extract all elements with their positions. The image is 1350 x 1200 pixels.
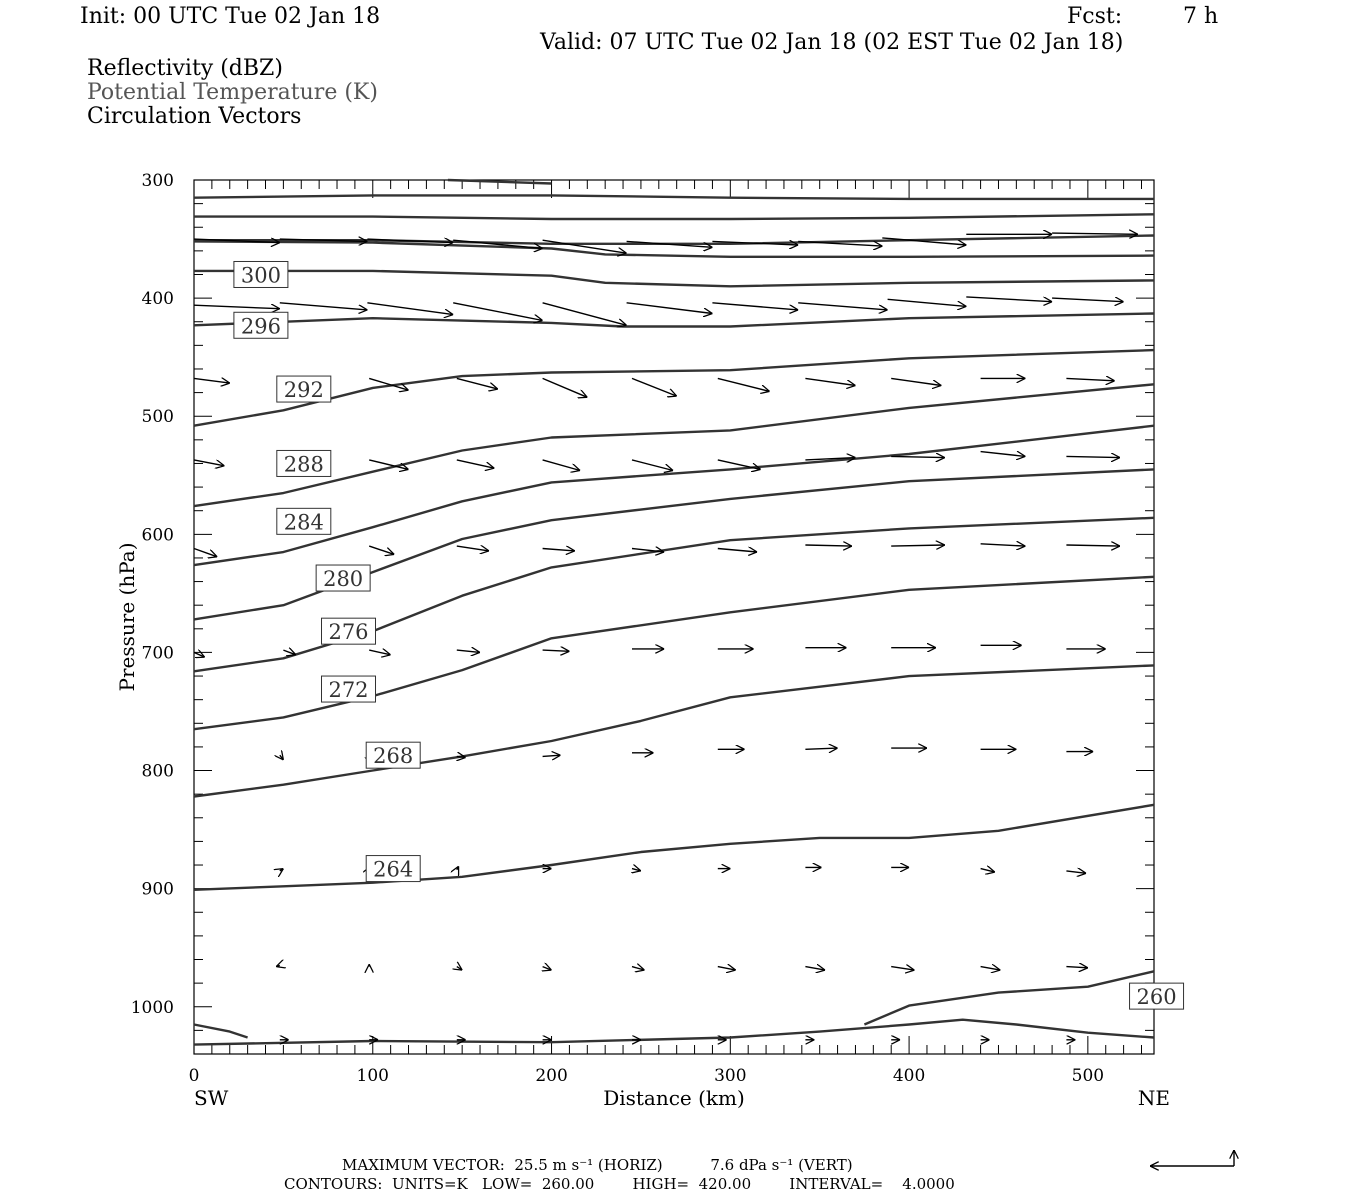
circulation-vector bbox=[543, 650, 570, 651]
theta-contours bbox=[194, 180, 1154, 1045]
valid-time: Valid: 07 UTC Tue 02 Jan 18 (02 EST Tue 02 Jan 18) bbox=[540, 30, 1124, 55]
circulation-vector bbox=[981, 452, 1026, 457]
circulation-vector bbox=[194, 460, 224, 466]
circulation-vector bbox=[457, 967, 462, 971]
circulation-vector bbox=[981, 967, 1001, 971]
y-tick-label: 400 bbox=[141, 289, 174, 310]
circulation-vector bbox=[1052, 298, 1124, 302]
circulation-vector bbox=[632, 967, 645, 971]
contour-settings-note: CONTOURS: UNITS=K LOW= 260.00 HIGH= 420.00 INTERVAL= 4.0000 bbox=[284, 1175, 955, 1193]
contour-label-276: 276 bbox=[328, 620, 369, 645]
contour-label-280: 280 bbox=[323, 567, 364, 592]
x-tick-label: 500 bbox=[1071, 1066, 1105, 1086]
circulation-vector bbox=[632, 869, 641, 871]
y-tick-label: 600 bbox=[141, 525, 174, 546]
circulation-vector bbox=[194, 549, 217, 557]
circulation-vector bbox=[194, 305, 280, 309]
field-title-potential-temperature: Potential Temperature (K) bbox=[87, 80, 378, 105]
contour-label-260: 260 bbox=[1136, 985, 1177, 1010]
theta-contour-line bbox=[194, 195, 1154, 199]
y-tick-label: 800 bbox=[141, 761, 174, 782]
circulation-vector bbox=[194, 652, 205, 657]
circulation-vector bbox=[367, 303, 453, 315]
x-axis-end-label-sw: SW bbox=[194, 1086, 229, 1110]
circulation-vector bbox=[718, 378, 770, 391]
y-tick-label: 300 bbox=[141, 171, 174, 191]
contour-label-288: 288 bbox=[283, 452, 324, 477]
circulation-vector bbox=[543, 755, 561, 756]
circulation-vector bbox=[712, 303, 798, 310]
y-tick-label: 700 bbox=[141, 643, 174, 664]
circulation-vector bbox=[457, 546, 489, 551]
circulation-vector bbox=[632, 378, 677, 396]
circulation-vector bbox=[369, 546, 394, 554]
circulation-vector bbox=[283, 650, 296, 655]
circulation-vector bbox=[276, 965, 280, 966]
circulation-vector bbox=[805, 748, 837, 749]
theta-contour-line bbox=[194, 1020, 1154, 1045]
contour-label-264: 264 bbox=[373, 857, 414, 882]
contour-label-296: 296 bbox=[240, 314, 281, 339]
y-tick-label: 1000 bbox=[130, 997, 174, 1018]
x-tick-label: 0 bbox=[188, 1066, 200, 1086]
circulation-vector bbox=[805, 378, 855, 385]
circulation-vector bbox=[280, 869, 284, 871]
x-axis-label: Distance (km) bbox=[603, 1086, 745, 1110]
circulation-vector bbox=[966, 297, 1052, 302]
circulation-vector bbox=[194, 378, 230, 383]
circulation-vector bbox=[798, 303, 887, 310]
circulation-vector bbox=[718, 549, 757, 553]
circulation-vector bbox=[891, 545, 945, 546]
circulation-vector bbox=[369, 650, 390, 655]
contour-label-268: 268 bbox=[373, 744, 414, 769]
theta-contour-line bbox=[194, 350, 1154, 426]
theta-contour-line bbox=[194, 469, 1154, 619]
y-axis-label: Pressure (hPa) bbox=[115, 542, 139, 692]
axis-ticks bbox=[131, 171, 1154, 1086]
contour-label-300: 300 bbox=[240, 263, 281, 288]
x-tick-label: 300 bbox=[714, 1066, 747, 1086]
circulation-vector bbox=[1066, 456, 1120, 457]
circulation-vector bbox=[1066, 378, 1114, 380]
theta-contour-line bbox=[194, 577, 1154, 729]
theta-contour-line bbox=[194, 384, 1154, 506]
circulation-vector bbox=[891, 378, 941, 385]
field-title-reflectivity: Reflectivity (dBZ) bbox=[87, 56, 283, 81]
circulation-vector bbox=[1066, 967, 1088, 968]
contour-label-284: 284 bbox=[283, 510, 324, 535]
theta-contour-line bbox=[864, 971, 1154, 1024]
x-tick-label: 400 bbox=[892, 1066, 926, 1086]
x-axis-end-label-ne: NE bbox=[1137, 1086, 1170, 1110]
circulation-vector bbox=[632, 460, 673, 471]
plot-frame bbox=[194, 180, 1154, 1054]
circulation-vector bbox=[457, 378, 498, 389]
circulation-vector bbox=[627, 303, 713, 314]
contour-label-292: 292 bbox=[283, 378, 324, 403]
x-tick-label: 200 bbox=[535, 1066, 568, 1086]
theta-contour-line bbox=[194, 426, 1154, 565]
circulation-vector bbox=[543, 378, 588, 397]
theta-contour-line bbox=[194, 314, 1154, 327]
circulation-vector bbox=[1052, 233, 1138, 234]
contour-label-272: 272 bbox=[328, 678, 369, 703]
circulation-vector bbox=[453, 303, 542, 321]
field-title-circulation-vectors: Circulation Vectors bbox=[87, 104, 302, 129]
theta-contour-line bbox=[194, 214, 1154, 219]
circulation-vector bbox=[891, 456, 945, 457]
circulation-vector bbox=[888, 299, 967, 306]
circulation-vector bbox=[1066, 545, 1120, 546]
circulation-vector bbox=[981, 869, 995, 873]
y-tick-label: 500 bbox=[141, 407, 174, 428]
circulation-vector bbox=[891, 967, 914, 971]
theta-contour-line bbox=[194, 271, 1154, 286]
maximum-vector-note: MAXIMUM VECTOR: 25.5 m s⁻¹ (HORIZ) 7.6 dPa s⁻¹ (VERT) bbox=[342, 1156, 853, 1174]
circulation-vector bbox=[457, 866, 459, 870]
theta-contour-line bbox=[194, 518, 1154, 672]
contour-labels bbox=[234, 261, 1184, 1009]
circulation-vector bbox=[718, 967, 736, 971]
circulation-vector bbox=[1066, 871, 1086, 873]
circulation-vector bbox=[280, 303, 368, 310]
reference-vector-icon bbox=[1150, 1150, 1234, 1166]
theta-contour-line bbox=[194, 1025, 248, 1038]
forecast-hours: 7 h bbox=[1183, 4, 1219, 29]
theta-contour-line bbox=[194, 805, 1154, 890]
circulation-vector bbox=[981, 544, 1026, 546]
forecast-label: Fcst: bbox=[1067, 4, 1123, 29]
circulation-vector bbox=[543, 460, 581, 471]
circulation-vector bbox=[543, 549, 575, 551]
circulation-vector bbox=[280, 755, 284, 760]
circulation-vector bbox=[457, 650, 480, 652]
circulation-vector bbox=[805, 967, 825, 971]
y-tick-label: 900 bbox=[141, 879, 174, 900]
x-tick-label: 100 bbox=[356, 1066, 389, 1086]
circulation-vector bbox=[543, 967, 552, 971]
circulation-vector bbox=[457, 460, 495, 468]
circulation-vector bbox=[805, 545, 852, 546]
init-time: Init: 00 UTC Tue 02 Jan 18 bbox=[80, 4, 381, 29]
